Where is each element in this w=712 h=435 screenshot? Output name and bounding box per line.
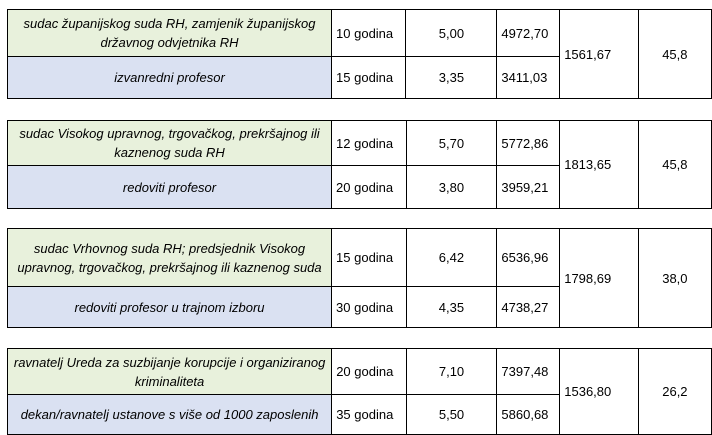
coefficient-cell: 5,70 bbox=[406, 121, 497, 166]
role-cell: sudac Visokog upravnog, trgovačkog, prekršajnog ili kaznenog suda RH bbox=[8, 121, 332, 166]
coefficient-cell: 5,50 bbox=[406, 395, 497, 435]
table-row bbox=[8, 10, 712, 57]
difference-cell: 1798,69 bbox=[560, 229, 639, 328]
coefficient-cell: 5,00 bbox=[406, 10, 497, 57]
years-cell: 20 godina bbox=[332, 349, 406, 395]
percent-cell: 38,0 bbox=[638, 229, 711, 328]
years-cell: 35 godina bbox=[332, 395, 406, 435]
table-row bbox=[8, 121, 712, 166]
comparison-table-3 bbox=[7, 228, 712, 328]
percent-cell: 45,8 bbox=[638, 10, 711, 99]
role-cell: redoviti profesor u trajnom izboru bbox=[8, 287, 332, 328]
years-cell: 12 godina bbox=[332, 121, 406, 166]
percent-cell: 45,8 bbox=[638, 121, 711, 209]
difference-cell: 1561,67 bbox=[560, 10, 639, 99]
salary-cell: 5860,68 bbox=[497, 395, 560, 435]
years-cell: 15 godina bbox=[332, 229, 406, 287]
role-cell: sudac Vrhovnog suda RH; predsjednik Visokog upravnog, trgovačkog, prekršajnog ili kaznenog suda bbox=[8, 229, 332, 287]
comparison-table-1 bbox=[7, 9, 712, 99]
salary-cell: 5772,86 bbox=[497, 121, 560, 166]
difference-cell: 1536,80 bbox=[560, 349, 639, 435]
salary-cell: 3959,21 bbox=[497, 166, 560, 209]
salary-cell: 4972,70 bbox=[497, 10, 560, 57]
role-cell: sudac županijskog suda RH, zamjenik županijskog državnog odvjetnika RH bbox=[8, 10, 332, 57]
comparison-table-2 bbox=[7, 120, 712, 209]
years-cell: 30 godina bbox=[332, 287, 406, 328]
percent-cell: 26,2 bbox=[638, 349, 711, 435]
salary-cell: 7397,48 bbox=[497, 349, 560, 395]
coefficient-cell: 7,10 bbox=[406, 349, 497, 395]
years-cell: 20 godina bbox=[332, 166, 406, 209]
years-cell: 15 godina bbox=[332, 57, 406, 99]
salary-cell: 6536,96 bbox=[497, 229, 560, 287]
coefficient-cell: 6,42 bbox=[406, 229, 497, 287]
salary-cell: 4738,27 bbox=[497, 287, 560, 328]
table-row bbox=[8, 349, 712, 395]
coefficient-cell: 3,80 bbox=[406, 166, 497, 209]
salary-cell: 3411,03 bbox=[497, 57, 560, 99]
role-cell: dekan/ravnatelj ustanove s više od 1000 zaposlenih bbox=[8, 395, 332, 435]
difference-cell: 1813,65 bbox=[560, 121, 639, 209]
coefficient-cell: 3,35 bbox=[406, 57, 497, 99]
years-cell: 10 godina bbox=[332, 10, 406, 57]
comparison-table-4 bbox=[7, 348, 712, 435]
coefficient-cell: 4,35 bbox=[406, 287, 497, 328]
role-cell: redoviti profesor bbox=[8, 166, 332, 209]
table-row bbox=[8, 229, 712, 287]
role-cell: izvanredni profesor bbox=[8, 57, 332, 99]
role-cell: ravnatelj Ureda za suzbijanje korupcije i organiziranog kriminaliteta bbox=[8, 349, 332, 395]
